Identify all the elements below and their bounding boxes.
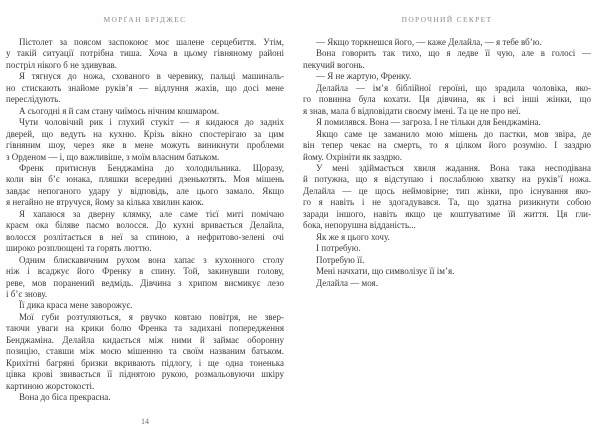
text-line: коли він б’є юнака, пляшки всередині дзенькотять. Моя мішень [6,174,284,185]
text-line: бока, непорушна відданість... [303,220,416,231]
text-line: я знав, мала б відповідати своєму імені. Та це не про неї. [303,105,521,116]
text-line: й потужна, що я відступаю і послаблюю хватку на руків’ї ножа. [303,174,591,185]
text-line: Як же я цього хочу. [316,231,390,242]
text-line: Делайла — ім’я біблійної героїні, що зрадила чоловіка, яко- [316,82,591,93]
text-line: но стискають знайоме руків’я — відлуння жахів, що досі мене [6,82,284,93]
right-page-body [303,37,591,289]
text-line: йому. Охрініти як заздрю. [303,151,403,162]
text-line: І потребую. [316,243,361,254]
text-line: го я навіть і не здогадувався. Та, що здатна ризикнути собою [303,197,591,208]
text-line: Якщо саме це заманило мою мішень до пастки, мов звіра, де [316,128,591,139]
text-line: Вона до біса прекрасна. [19,392,111,403]
text-line: Мої губи розтуляються, я рвучко ковтаю повітря, не звер- [19,311,284,322]
text-line: го повинна була кохати. Ця дівчина, як і всі інші жінки, що [303,94,591,105]
text-line: дверей, що ведуть на кухню. Крізь вікно спостерігаю за цим [6,128,284,139]
text-line: завдає непоганого удару у відповідь, але цього замало. Якщо [6,185,284,196]
text-line: А сьогодні я й сам стану чиїмось нічним кошмаром. [19,105,220,116]
text-line: — Якщо торкнешся його, — каже Делайла, — я тебе вб’ю. [316,37,542,47]
text-line: Я хапаюся за дверну клямку, але саме тієї миті помічаю [19,208,284,219]
text-line: таючи уваги на крики болю Френка та задихані попередження [6,323,284,334]
text-line: постріл нікого б не здивував. [6,59,118,70]
text-line: Чути чоловічий рик і глухий стукіт — я кидаюся до задніх [19,117,284,128]
text-line: Я тягнуся до ножа, схованого в черевику, пальці машиналь- [19,71,284,82]
text-line: — Я не жартую, Френку. [316,71,412,82]
text-line: він тепер чекає на смерть, то я цілком його розумію. І заздрю [303,140,591,151]
text-line: Потребую її. [316,254,365,265]
text-line: переслідують. [6,94,61,105]
text-line: Вона говорить так тихо, що я ледве її чую, але в голосі — [316,48,591,59]
text-line: Бенджаміна. Делайла кидається між ними й займає оборонну [6,334,284,345]
text-line: Я помилявся. Вона — загроза. І не тільки для Бенджаміна. [316,117,541,128]
text-line: картиною жорстокості. [6,380,95,391]
left-page-body [6,37,284,404]
text-line: позицію, ставши між моєю мішенню та своїм названим батьком. [6,346,284,357]
text-line: Делайла — моя. [316,277,378,288]
text-line: волосся розлітається в неї за спиною, а нефритово-зелені очі [6,231,284,242]
text-line: пекучий вогонь. [303,59,365,70]
text-line: заради іншого, навіть якщо це коштуватиме їй життя. Ця гли- [303,208,591,219]
text-line: Пістолет за поясом заспокоює моє шалене серцебиття. Утім, [19,37,284,47]
text-line: гівняним шоу, через яке в мене можуть виникнути проблеми [6,140,284,151]
text-line: з Орденом — і, що важливіше, з моїм власним батьком. [6,151,220,162]
text-line: широко розплющені та горять люттю. [6,243,152,254]
text-line: цівка крові звивається її піднятою рукою, розмальовуючи шкіру [6,369,284,380]
text-line: реве, мов поранений ведмідь. Дівчина з хрипом висмикує лезо [6,277,284,288]
left-running-header: МОРҐАН БРІДЖЕС [103,15,187,24]
right-running-header: ПОРОЧНИЙ СЕКРЕТ [401,15,493,24]
text-line: у такій ситуації потрібна тиша. Хоча в цьому гівняному районі [6,48,284,59]
text-line: і б’є знову. [6,288,48,299]
text-line: Одним блискавичним рухом вона хапає з кухонного столу [19,254,284,265]
text-line: Її дика краса мене заворожує. [19,300,133,311]
text-line: я негайно не втручуся, йому за кілька хвилин каюк. [6,197,204,208]
text-line: Делайла — це щось неймовірне; тип жінки, про існування яко- [303,185,591,196]
text-line: ніж і всаджує його Френку в спину. Той, закинувши голову, [6,266,284,277]
text-line: Крихітні багряні бризки вкривають підлогу, і ще одна тоненька [6,357,284,368]
left-page-number: 14 [141,417,149,426]
text-line: краєм ока біляве пасмо волосся. До кухні вривається Делайла, [6,220,284,231]
text-line: Мені начхати, що символізує її ім’я. [316,266,455,277]
text-line: Френк притиснув Бенджаміна до холодильника. Щоразу, [19,162,284,173]
text-line: У мені здіймається хвиля жадання. Вона така несподівана [316,162,591,173]
right-page [300,0,600,439]
